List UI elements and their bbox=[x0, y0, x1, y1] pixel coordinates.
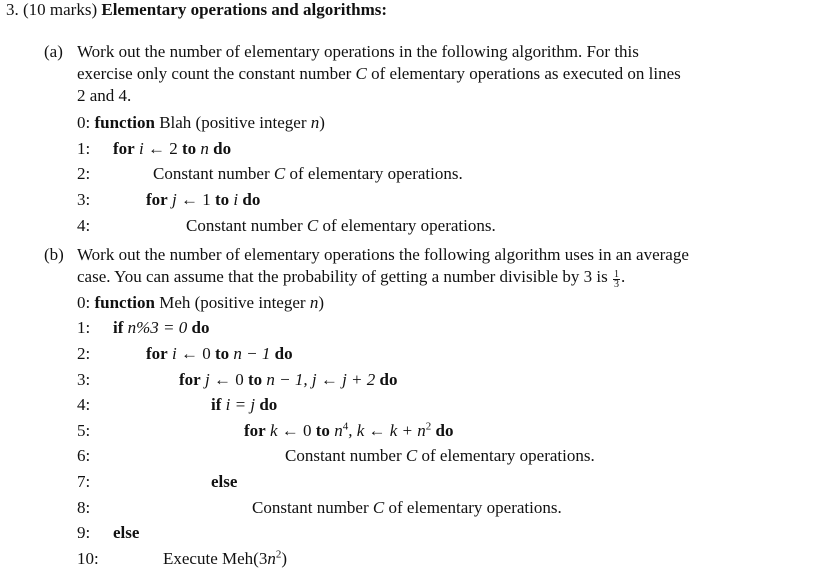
algo-b-line-9: 9: bbox=[77, 523, 91, 542]
algo-a-line-3: 3: bbox=[77, 190, 91, 209]
algo-b-line-2-code: for i ← 0 to n − 1 do bbox=[146, 344, 293, 363]
algo-a-line-4-code: Constant number C of elementary operations. bbox=[186, 216, 496, 235]
algo-b-line-2: 2: bbox=[77, 344, 91, 363]
algo-a-line-1: 1: bbox=[77, 139, 91, 158]
algo-b-line-3-code: for j ← 0 to n − 1, j ← j + 2 do bbox=[179, 370, 398, 389]
algo-a-line-3-code: for j ← 1 to i do bbox=[146, 190, 261, 209]
algo-a-line-2-code: Constant number C of elementary operations. bbox=[153, 164, 463, 183]
part-a-label: (a) bbox=[44, 42, 63, 61]
algo-b-line-10: 10: bbox=[77, 549, 99, 568]
question-marks: (10 marks) bbox=[23, 0, 98, 19]
algo-b-line-1-code: if n%3 = 0 do bbox=[113, 318, 210, 337]
question-heading bbox=[6, 0, 387, 20]
algo-b-line-5-code: for k ← 0 to $n^4$, k ← $k + n^2$ do bbox=[244, 420, 454, 440]
algo-b-line-8-code: Constant number C of elementary operations. bbox=[252, 498, 562, 517]
algo-b-line-6: 6: bbox=[77, 446, 91, 465]
part-b-text-line2: case. You can assume that the probability of getting a number divisible by 3 is $\frac{1}{3}$ . bbox=[77, 267, 626, 290]
part-a-text-line3: 2 and 4. bbox=[77, 86, 132, 105]
algo-a-line-0: 0: function Blah (positive integer n) bbox=[77, 113, 325, 132]
question-title: Elementary operations and algorithms: bbox=[101, 0, 388, 19]
algo-b-line-1: 1: bbox=[77, 318, 91, 337]
algo-b-line-3: 3: bbox=[77, 370, 91, 389]
algo-a-line-2: 2: bbox=[77, 164, 91, 183]
algo-b-line-4-code: if i = j do bbox=[211, 395, 278, 414]
question-number: 3. bbox=[6, 0, 19, 19]
algo-b-line-5: 5: bbox=[77, 421, 91, 440]
algo-b-line-6-code: Constant number C of elementary operations. bbox=[285, 446, 595, 465]
part-a-text-line1: Work out the number of elementary operations in the following algorithm. For this bbox=[77, 42, 639, 61]
algo-b-line-8: 8: bbox=[77, 498, 91, 517]
part-a-text-line2: exercise only count the constant number C of elementary operations as executed on lines bbox=[77, 64, 681, 83]
algo-b-line-0: 0: function Meh (positive integer n) bbox=[77, 293, 324, 312]
algo-b-line-10-code: Execute $Meh(3n^2)$ bbox=[163, 548, 287, 568]
algo-b-line-4: 4: bbox=[77, 395, 91, 414]
fraction-one-third: $\frac{1}{3}$ bbox=[613, 269, 619, 290]
algo-b-line-7: 7: bbox=[77, 472, 91, 491]
part-b-label: (b) bbox=[44, 245, 64, 264]
algo-a-line-4: 4: bbox=[77, 216, 91, 235]
algo-b-line-7-code: else bbox=[211, 472, 238, 491]
part-b-text-line1: Work out the number of elementary operations the following algorithm uses in an average bbox=[77, 245, 689, 264]
algo-b-line-9-code: else bbox=[113, 523, 140, 542]
algo-a-line-1-code: for i ← 2 to n do bbox=[113, 139, 232, 158]
